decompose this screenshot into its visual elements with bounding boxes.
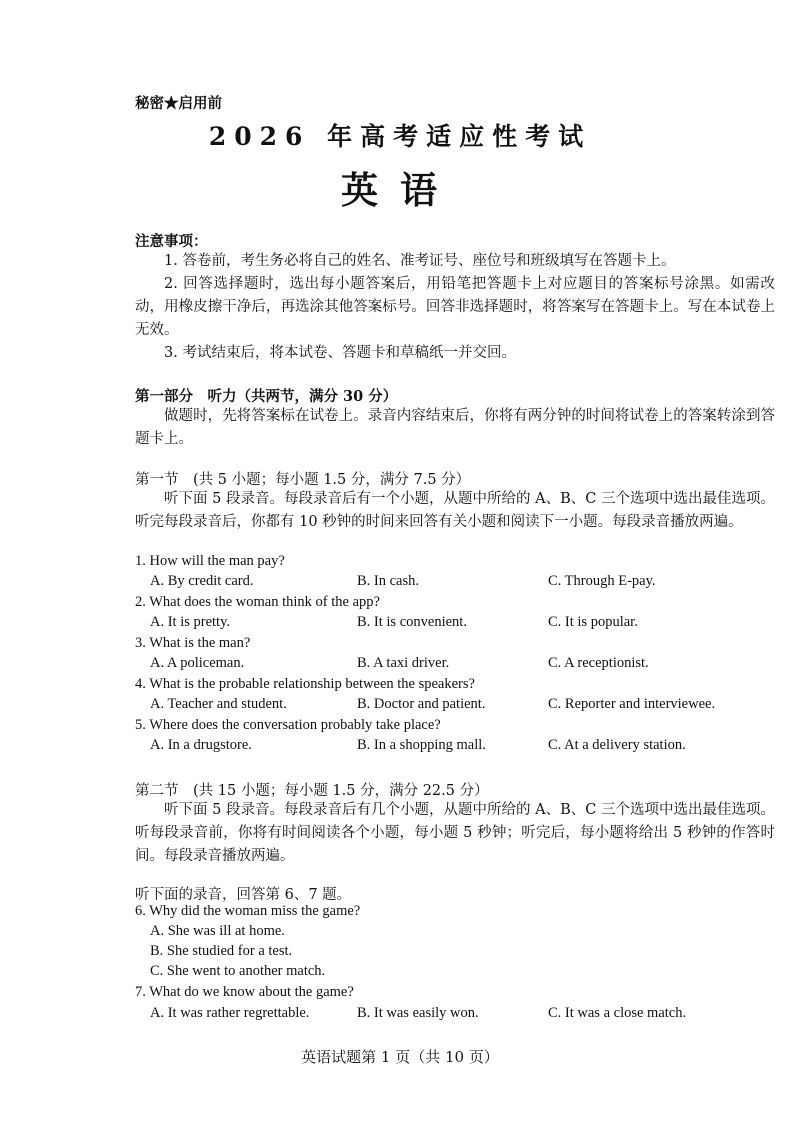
- question-6-option-b: B. She studied for a test.: [150, 943, 293, 959]
- part1-instruction: 做题时，先将答案标在试卷上。录音内容结束后，你将有两分钟的时间将试卷上的答案转涂到答题卡上。: [135, 408, 775, 447]
- option-b: B. A taxi driver.: [357, 655, 450, 671]
- question-7: 7. What do we know about the game?: [135, 984, 354, 1000]
- option-c: C. At a delivery station.: [548, 737, 686, 753]
- option-c: C. Reporter and interviewee.: [548, 696, 716, 712]
- note-item-1: 1. 答卷前，考生务必将自己的姓名、准考证号、座位号和班级填写在答题卡上。: [164, 253, 676, 269]
- question-2-options: [150, 614, 780, 634]
- question-7-options: [150, 1005, 780, 1025]
- question-3-options: [150, 655, 780, 675]
- option-c: C. It was a close match.: [548, 1005, 687, 1021]
- question-6-option-a: A. She was ill at home.: [150, 923, 285, 939]
- option-a: A. In a drugstore.: [150, 737, 252, 753]
- subject-title: 英语: [341, 168, 459, 212]
- notes-heading: 注意事项：: [135, 233, 208, 250]
- section2-instruction: 听下面 5 段录音。每段录音后有几个小题，从题中所给的 A、B、C 三个选项中选出最佳选项。听每段录音前，你将有时间阅读各个小题，每小题 5 秒钟；听完后，每小题将给出 5 秒钟的作答时间。每段录音播放两遍。: [135, 802, 775, 864]
- option-b: B. It was easily won.: [357, 1005, 479, 1021]
- option-a: A. It is pretty.: [150, 614, 231, 630]
- option-a: A. A policeman.: [150, 655, 245, 671]
- note-item-3: 3. 考试结束后，将本试卷、答题卡和草稿纸一并交回。: [164, 345, 516, 361]
- option-c: C. It is popular.: [548, 614, 638, 630]
- page-footer: 英语试题第 1 页（共 10 页）: [301, 1048, 499, 1066]
- option-b: B. In cash.: [357, 573, 420, 589]
- question-6: 6. Why did the woman miss the game?: [135, 903, 361, 919]
- section2-heading: 第二节 (共 15 小题；每小题 1.5 分，满分 22.5 分）: [135, 783, 489, 799]
- option-a: A. By credit card.: [150, 573, 254, 589]
- option-b: B. In a shopping mall.: [357, 737, 486, 753]
- question-1-options: [150, 573, 780, 593]
- option-c: C. A receptionist.: [548, 655, 649, 671]
- question-3: 3. What is the man?: [135, 635, 251, 651]
- question-1: 1. How will the man pay?: [135, 553, 285, 569]
- option-b: B. Doctor and patient.: [357, 696, 486, 712]
- question-5: 5. Where does the conversation probably take place?: [135, 717, 441, 733]
- exam-title: 2026 年高考适应性考试: [208, 122, 592, 151]
- note-item-2: 2. 回答选择题时，选出每小题答案后，用铅笔把答题卡上对应题目的答案标号涂黑。如需改动，用橡皮擦干净后，再选涂其他答案标号。回答非选择题时，将答案写在答题卡上。写在本试卷上无效。: [135, 276, 775, 338]
- question-6-option-c: C. She went to another match.: [150, 963, 326, 979]
- option-a: A. It was rather regrettable.: [150, 1005, 310, 1021]
- part1-heading: 第一部分 听力（共两节，满分 30 分）: [135, 388, 398, 405]
- question-2: 2. What does the woman think of the app?: [135, 594, 380, 610]
- option-b: B. It is convenient.: [357, 614, 467, 630]
- question-4-options: [150, 696, 780, 716]
- question-4: 4. What is the probable relationship between the speakers?: [135, 676, 475, 692]
- option-c: C. Through E-pay.: [548, 573, 656, 589]
- confidential-label: 秘密★启用前: [135, 95, 222, 112]
- question-5-options: [150, 737, 780, 757]
- group-intro: 听下面的录音，回答第 6、7 题。: [135, 887, 352, 903]
- section1-instruction: 听下面 5 段录音。每段录音后有一个小题，从题中所给的 A、B、C 三个选项中选出最佳选项。听完每段录音后，你都有 10 秒钟的时间来回答有关小题和阅读下一小题。每段录音播放两遍。: [135, 491, 775, 530]
- section1-heading: 第一节 (共 5 小题；每小题 1.5 分，满分 7.5 分）: [135, 472, 471, 488]
- option-a: A. Teacher and student.: [150, 696, 287, 712]
